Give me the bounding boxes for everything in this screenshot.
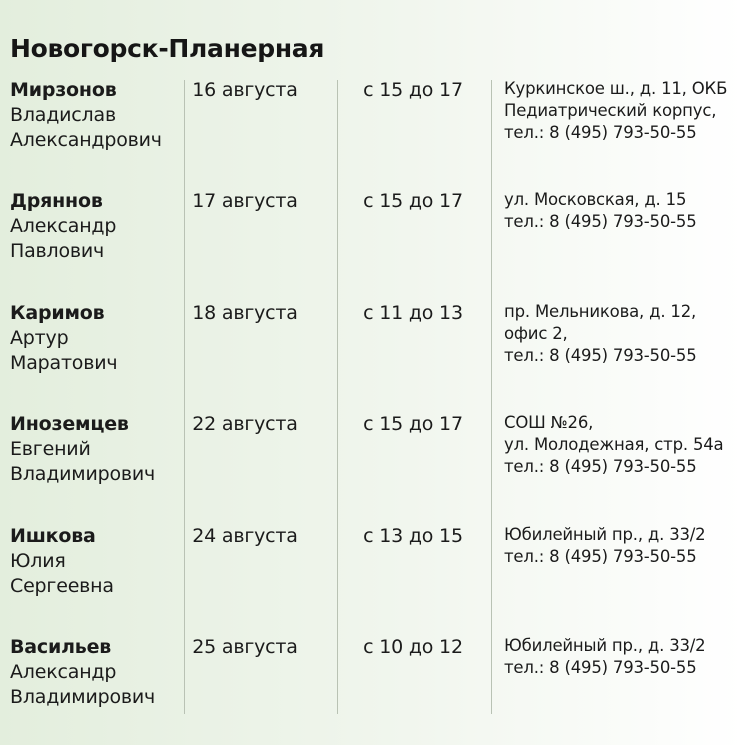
reception-date: 18 августа xyxy=(192,302,298,324)
reception-time: с 15 до 17 xyxy=(363,190,463,212)
address-line: Юбилейный пр., д. 33/2 xyxy=(504,525,706,544)
address-line: тел.: 8 (495) 793-50-55 xyxy=(504,123,697,142)
reception-address xyxy=(504,189,740,233)
person-name xyxy=(10,78,162,153)
table-row xyxy=(0,189,743,299)
first-name: Артур xyxy=(10,327,69,349)
patronymic: Маратович xyxy=(10,352,118,374)
surname: Ишкова xyxy=(10,525,96,547)
reception-date: 17 августа xyxy=(192,190,298,212)
surname: Мирзонов xyxy=(10,79,117,101)
address-line: тел.: 8 (495) 793-50-55 xyxy=(504,457,697,476)
address-line: Юбилейный пр., д. 33/2 xyxy=(504,636,706,655)
address-line: Куркинское ш., д. 11, ОКБ xyxy=(504,79,728,98)
first-name: Евгений xyxy=(10,438,91,460)
address-line: офис 2, xyxy=(504,324,568,343)
patronymic: Александрович xyxy=(10,129,162,151)
patronymic: Павлович xyxy=(10,240,105,262)
reception-date: 22 августа xyxy=(192,413,298,435)
reception-date: 24 августа xyxy=(192,525,298,547)
address-line: тел.: 8 (495) 793-50-55 xyxy=(504,346,697,365)
patronymic: Владимирович xyxy=(10,463,156,485)
address-line: тел.: 8 (495) 793-50-55 xyxy=(504,658,697,677)
patronymic: Сергеевна xyxy=(10,575,114,597)
person-name xyxy=(10,189,116,264)
person-name xyxy=(10,412,155,487)
reception-address xyxy=(504,301,740,367)
reception-address xyxy=(504,635,740,679)
reception-date: 16 августа xyxy=(192,79,298,101)
address-line: Педиатрический корпус, xyxy=(504,101,717,120)
table-row xyxy=(0,78,743,188)
reception-address xyxy=(504,412,740,478)
table-row xyxy=(0,524,743,634)
reception-time: с 10 до 12 xyxy=(363,636,463,658)
reception-time: с 13 до 15 xyxy=(363,525,463,547)
reception-time: с 11 до 13 xyxy=(363,302,463,324)
reception-address xyxy=(504,524,740,568)
reception-time: с 15 до 17 xyxy=(363,79,463,101)
table-row xyxy=(0,635,743,745)
first-name: Александр xyxy=(10,661,117,683)
first-name: Юлия xyxy=(10,550,66,572)
address-line: тел.: 8 (495) 793-50-55 xyxy=(504,547,697,566)
table-row xyxy=(0,301,743,411)
first-name: Владислав xyxy=(10,104,116,126)
reception-time: с 15 до 17 xyxy=(363,413,463,435)
reception-address xyxy=(504,78,740,144)
address-line: тел.: 8 (495) 793-50-55 xyxy=(504,212,697,231)
first-name: Александр xyxy=(10,215,117,237)
address-line: СОШ №26, xyxy=(504,413,594,432)
person-name xyxy=(10,524,114,599)
surname: Дряннов xyxy=(10,190,103,212)
person-name xyxy=(10,301,117,376)
page-title: Новогорск-Планерная xyxy=(10,34,325,63)
reception-date: 25 августа xyxy=(192,636,298,658)
patronymic: Владимирович xyxy=(10,686,156,708)
table-row xyxy=(0,412,743,522)
surname: Каримов xyxy=(10,302,105,324)
address-line: ул. Молодежная, стр. 54а xyxy=(504,435,724,454)
surname: Иноземцев xyxy=(10,413,129,435)
address-line: пр. Мельникова, д. 12, xyxy=(504,302,697,321)
person-name xyxy=(10,635,155,710)
surname: Васильев xyxy=(10,636,112,658)
address-line: ул. Московская, д. 15 xyxy=(504,190,687,209)
